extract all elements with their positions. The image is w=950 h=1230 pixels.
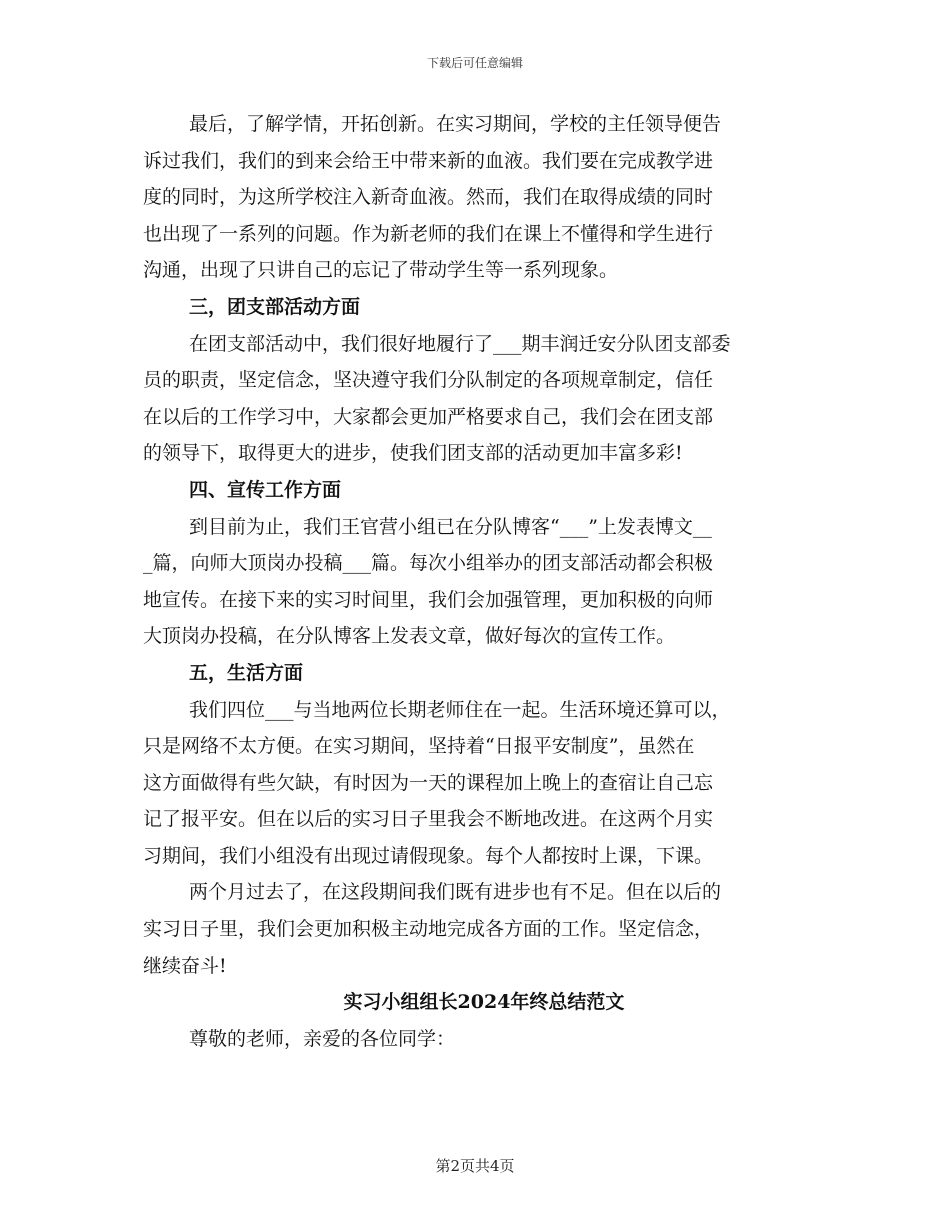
- paragraph-line: 员的职责，坚定信念，坚决遵守我们分队制定的各项规章制定，信任: [143, 369, 714, 392]
- section-heading: 四、宣传工作方面: [189, 478, 342, 501]
- paragraph-line: 在团支部活动中，我们很好地履行了___期丰润迁安分队团支部委: [189, 332, 731, 355]
- document-title: 实习小组组长2024年终总结范文: [343, 991, 625, 1014]
- paragraph-line: _篇，向师大顶岗办投稿___篇。每次小组举办的团支部活动都会积极: [143, 552, 714, 575]
- paragraph-line: 继续奋斗!: [143, 954, 227, 977]
- section-heading: 五，生活方面: [189, 661, 304, 684]
- paragraph-line: 也出现了一系列的问题。作为新老师的我们在课上不懂得和学生进行: [143, 222, 714, 245]
- paragraph-line: 诉过我们，我们的到来会给王中带来新的血液。我们要在完成教学进: [143, 149, 714, 172]
- paragraph-line: 在以后的工作学习中，大家都会更加严格要求自己，我们会在团支部: [143, 405, 714, 428]
- section-heading: 三，团支部活动方面: [189, 295, 361, 318]
- paragraph-line: 记了报平安。但在以后的实习日子里我会不断地改进。在这两个月实: [143, 808, 714, 831]
- paragraph-line: 实习日子里，我们会更加积极主动地完成各方面的工作。坚定信念，: [143, 918, 714, 941]
- paragraph-line: 两个月过去了，在这段期间我们既有进步也有不足。但在以后的: [189, 881, 722, 904]
- paragraph-line: 习期间，我们小组没有出现过请假现象。每个人都按时上课，下课。: [143, 844, 714, 867]
- paragraph-line: 度的同时，为这所学校注入新奇血液。然而，我们在取得成绩的同时: [143, 186, 714, 209]
- paragraph-line: 我们四位___与当地两位长期老师住在一起。生活环境还算可以，: [189, 698, 731, 721]
- paragraph-line: 到目前为止，我们王官营小组已在分队博客“___”上发表博文__: [189, 515, 712, 538]
- paragraph-line: 的领导下，取得更大的进步，使我们团支部的活动更加丰富多彩!: [143, 442, 683, 465]
- paragraph-line: 这方面做得有些欠缺，有时因为一天的课程加上晚上的查宿让自己忘: [143, 771, 714, 794]
- paragraph-line: 大顶岗办投稿，在分队博客上发表文章，做好每次的宣传工作。: [143, 625, 676, 648]
- page-number: 第2页共4页: [435, 1157, 515, 1175]
- paragraph-line: 沟通，出现了只讲自己的忘记了带动学生等一系列现象。: [143, 259, 619, 282]
- paragraph-line: 地宣传。在接下来的实习时间里，我们会加强管理，更加积极的向师: [143, 588, 714, 611]
- salutation-line: 尊敬的老师，亲爱的各位同学：: [189, 1027, 456, 1050]
- page-header: 下载后可任意编辑: [426, 56, 523, 70]
- paragraph-line: 最后，了解学情，开拓创新。在实习期间，学校的主任领导便告: [189, 113, 722, 135]
- paragraph-line: 只是网络不太方便。在实习期间，坚持着“日报平安制度”，虽然在: [143, 735, 695, 758]
- document-body: [143, 106, 803, 1057]
